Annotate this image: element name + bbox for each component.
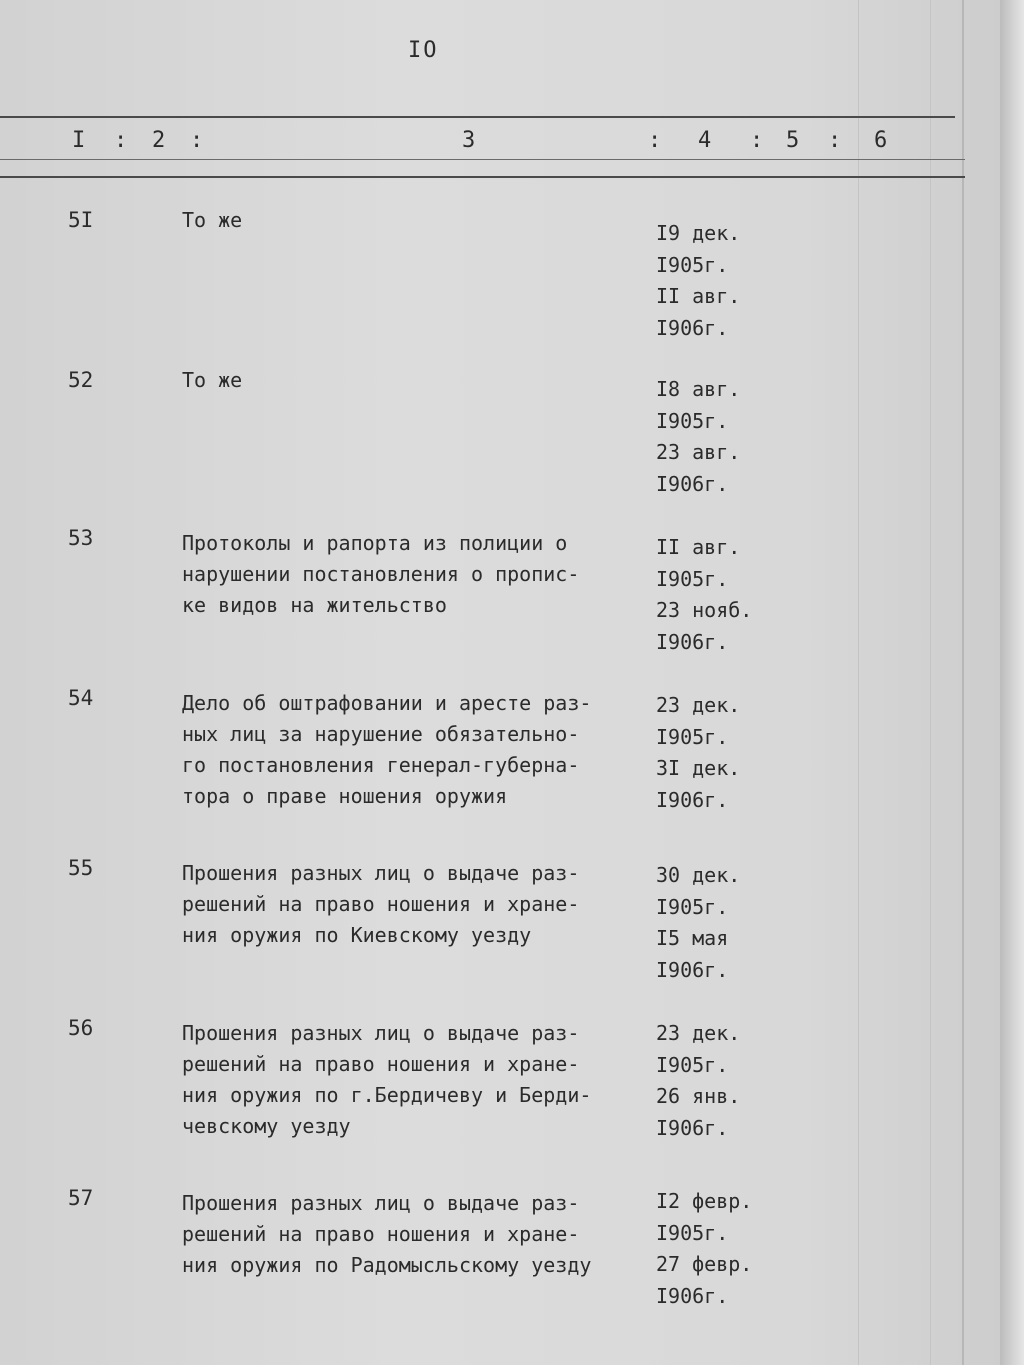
row-title [182,858,632,951]
row-dates [656,218,796,344]
row-dates [656,1186,796,1312]
row-title-line: решений на право ношения и хране- [182,892,580,916]
row-title [182,688,632,812]
row-title-line: решений на право ношения и хране- [182,1052,580,1076]
row-title-line: чевскому уезду [182,1114,351,1138]
row-title [182,1018,632,1142]
date-line: I906г. [656,315,729,340]
date-line: I905г. [656,566,729,591]
row-dates [656,860,796,986]
row-number: 54 [68,686,94,710]
date-line: 23 авг. [656,440,741,464]
row-dates [656,690,796,816]
row-title-line: ных лиц за нарушение обязательно- [182,722,580,746]
header-rule-mid [0,159,965,160]
date-line: 23 дек. [656,1021,741,1045]
row-number: 56 [68,1016,94,1040]
date-line: I905г. [656,1220,729,1245]
column-header: 2 [152,128,166,153]
date-line: I905г. [656,408,729,433]
date-line: I2 февр. [656,1189,753,1213]
row-title-line: То же [182,208,243,232]
date-line: I906г. [656,1115,729,1140]
date-line: I905г. [656,1052,729,1077]
column-header: I [72,128,86,153]
row-title [182,365,632,396]
date-line: I906г. [656,1283,729,1308]
date-line: I905г. [656,894,729,919]
date-line: I5 мая [656,926,729,950]
column-separator: : [750,128,764,153]
row-title-line: Протоколы и рапорта из полиции о [182,531,568,555]
column-header: 6 [874,128,888,153]
margin-line [930,0,931,1365]
date-line: 23 дек. [656,693,741,717]
column-separator: : [190,128,204,153]
row-number: 5I [68,208,94,232]
page-number: IO [408,38,439,63]
row-title [182,205,632,236]
row-title-line: ния оружия по Киевскому уезду [182,923,532,947]
next-page-edge [1000,0,1024,1365]
date-line: I8 авг. [656,377,741,401]
column-separator: : [648,128,662,153]
column-header: 5 [786,128,800,153]
row-dates [656,1018,796,1144]
row-title-line: тора о праве ношения оружия [182,784,508,808]
header-rule-top [0,116,955,118]
row-number: 57 [68,1186,94,1210]
page-edge [962,0,964,1365]
row-title-line: ке видов на жительство [182,593,447,617]
date-line: 3I дек. [656,756,741,780]
date-line: 26 янв. [656,1084,741,1108]
row-number: 52 [68,368,94,392]
date-line: I906г. [656,787,729,812]
date-line: 30 дек. [656,863,741,887]
row-title-line: Прошения разных лиц о выдаче раз- [182,1021,580,1045]
row-dates [656,532,796,658]
margin-line [858,0,859,1365]
row-title-line: го постановления генерал-губерна- [182,753,580,777]
date-line: I906г. [656,471,729,496]
row-dates [656,374,796,500]
date-line: I906г. [656,957,729,982]
date-line: 27 февр. [656,1252,753,1276]
date-line: 23 нояб. [656,598,753,622]
row-title-line: Прошения разных лиц о выдаче раз- [182,861,580,885]
column-header: 3 [462,128,476,153]
column-header: 4 [698,128,712,153]
row-title-line: решений на право ношения и хране- [182,1222,580,1246]
row-title-line: ния оружия по Радомысльскому уезду [182,1253,592,1277]
column-separator: : [828,128,842,153]
row-number: 53 [68,526,94,550]
header-rule-bottom [0,176,965,178]
row-title-line: То же [182,368,243,392]
date-line: I9 дек. [656,221,741,245]
row-title [182,528,632,621]
date-line: I905г. [656,724,729,749]
row-title-line: ния оружия по г.Бердичеву и Берди- [182,1083,592,1107]
row-number: 55 [68,856,94,880]
row-title-line: Дело об оштрафовании и аресте раз- [182,691,592,715]
date-line: I906г. [656,629,729,654]
row-title-line: Прошения разных лиц о выдаче раз- [182,1191,580,1215]
date-line: II авг. [656,284,741,308]
date-line: I905г. [656,252,729,277]
column-separator: : [114,128,128,153]
date-line: II авг. [656,535,741,559]
row-title-line: нарушении постановления о пропис- [182,562,580,586]
row-title [182,1188,632,1281]
